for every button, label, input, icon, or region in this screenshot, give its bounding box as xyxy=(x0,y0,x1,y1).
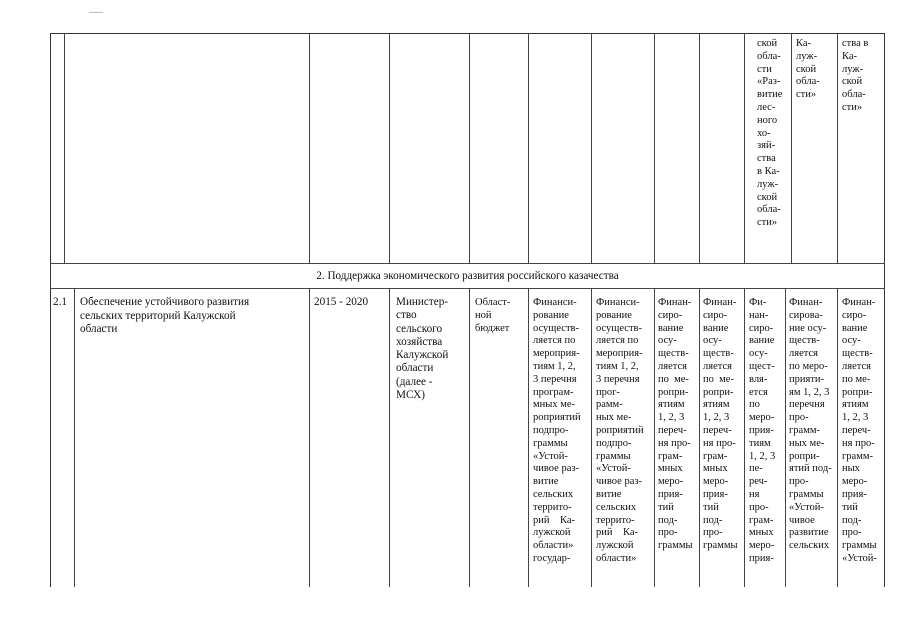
top-cell-col12: Ка- луж- ской обла- сти» xyxy=(796,38,820,101)
row-cell-c6: Финанси- рование осуществ- ляется по мероприя- тиям 1, 2, 3 перечня програм- мных ме- роприятий подпро- граммы «Устой- чивое раз- витие сельских террито- рий Ка- лужской области» государ- xyxy=(533,297,581,564)
col-rule xyxy=(591,33,592,263)
col-rule xyxy=(744,33,745,263)
row-cell-c7: Финанси- рование осуществ- ляется по мероприя- тиям 1, 2, 3 перечня прог- рамм- ных ме- роприятий подпро- граммы «Устой- чивое раз- витие сельских террито- рий Ка- лужской области» xyxy=(596,297,644,564)
row-name: Обеспечение устойчивого развития сельских территорий Калужской области xyxy=(80,296,250,335)
row-cell-c8: Финан- сиро- вание осу- ществ- ляется по ме- ропри- ятиям 1, 2, 3 переч- ня про- грам- мных меро- прия- тий под- про- граммы xyxy=(658,297,693,552)
col-rule xyxy=(654,33,655,263)
section-top-rule xyxy=(50,263,885,264)
col-rule xyxy=(74,288,75,587)
col-rule xyxy=(699,33,700,263)
row-cell-c9: Финан- сиро- вание осу- ществ- ляется по ме- ропри- ятиям 1, 2, 3 переч- ня про- грам- мных меро- прия- тий под- про- граммы xyxy=(703,297,738,552)
row-cell-c11: Финан- сирова- ние осу- ществ- ляется по меро- прияти- ям 1, 2, 3 перечня про- грамм- ных ме- ропри- ятий под- про- граммы «Устой- чивое развитие сельских xyxy=(789,297,832,552)
col-rule xyxy=(469,288,470,587)
top-cell-col11: ской обла- сти «Раз- витие лес- ного хо- зяй- ства в Ка- луж- ской обла- сти» xyxy=(757,38,783,229)
scan-mark xyxy=(89,12,103,13)
col-rule xyxy=(469,33,470,263)
col-rule xyxy=(699,288,700,587)
section-title: 2. Поддержка экономического развития российского казачества xyxy=(316,270,619,282)
section-bottom-rule xyxy=(50,288,885,289)
col-rule xyxy=(309,33,310,263)
col-rule xyxy=(837,288,838,587)
col-rule xyxy=(528,288,529,587)
col-rule xyxy=(654,288,655,587)
col-rule xyxy=(309,288,310,587)
col-rule xyxy=(837,33,838,263)
row-cell-c12: Финан- сиро- вание осу- ществ- ляется по ме- ропри- ятиям 1, 2, 3 переч- ня про- грамм- ных меро- прия- тий под- про- граммы «Устой- xyxy=(842,297,877,564)
col-rule xyxy=(528,33,529,263)
col-rule xyxy=(389,33,390,263)
col-rule xyxy=(591,288,592,587)
col-rule xyxy=(389,288,390,587)
row-source: Област- ной бюджет xyxy=(475,297,511,334)
col-rule xyxy=(64,33,65,263)
col-rule xyxy=(785,288,786,587)
row-executor: Министер- ство сельского хозяйства Калужской области (далее - МСХ) xyxy=(396,296,449,402)
row-cell-c10: Фи- нан- сиро- вание осу- щест- вля- ется по меро- прия- тиям 1, 2, 3 пе- реч- ня про- грам- мных меро- прия- xyxy=(749,297,776,564)
col-rule xyxy=(791,33,792,263)
row-period: 2015 - 2020 xyxy=(314,296,369,308)
top-cell-col13: ства в Ка- луж- ской обла- сти» xyxy=(842,38,869,113)
col-rule xyxy=(744,288,745,587)
row-number: 2.1 xyxy=(53,296,67,308)
